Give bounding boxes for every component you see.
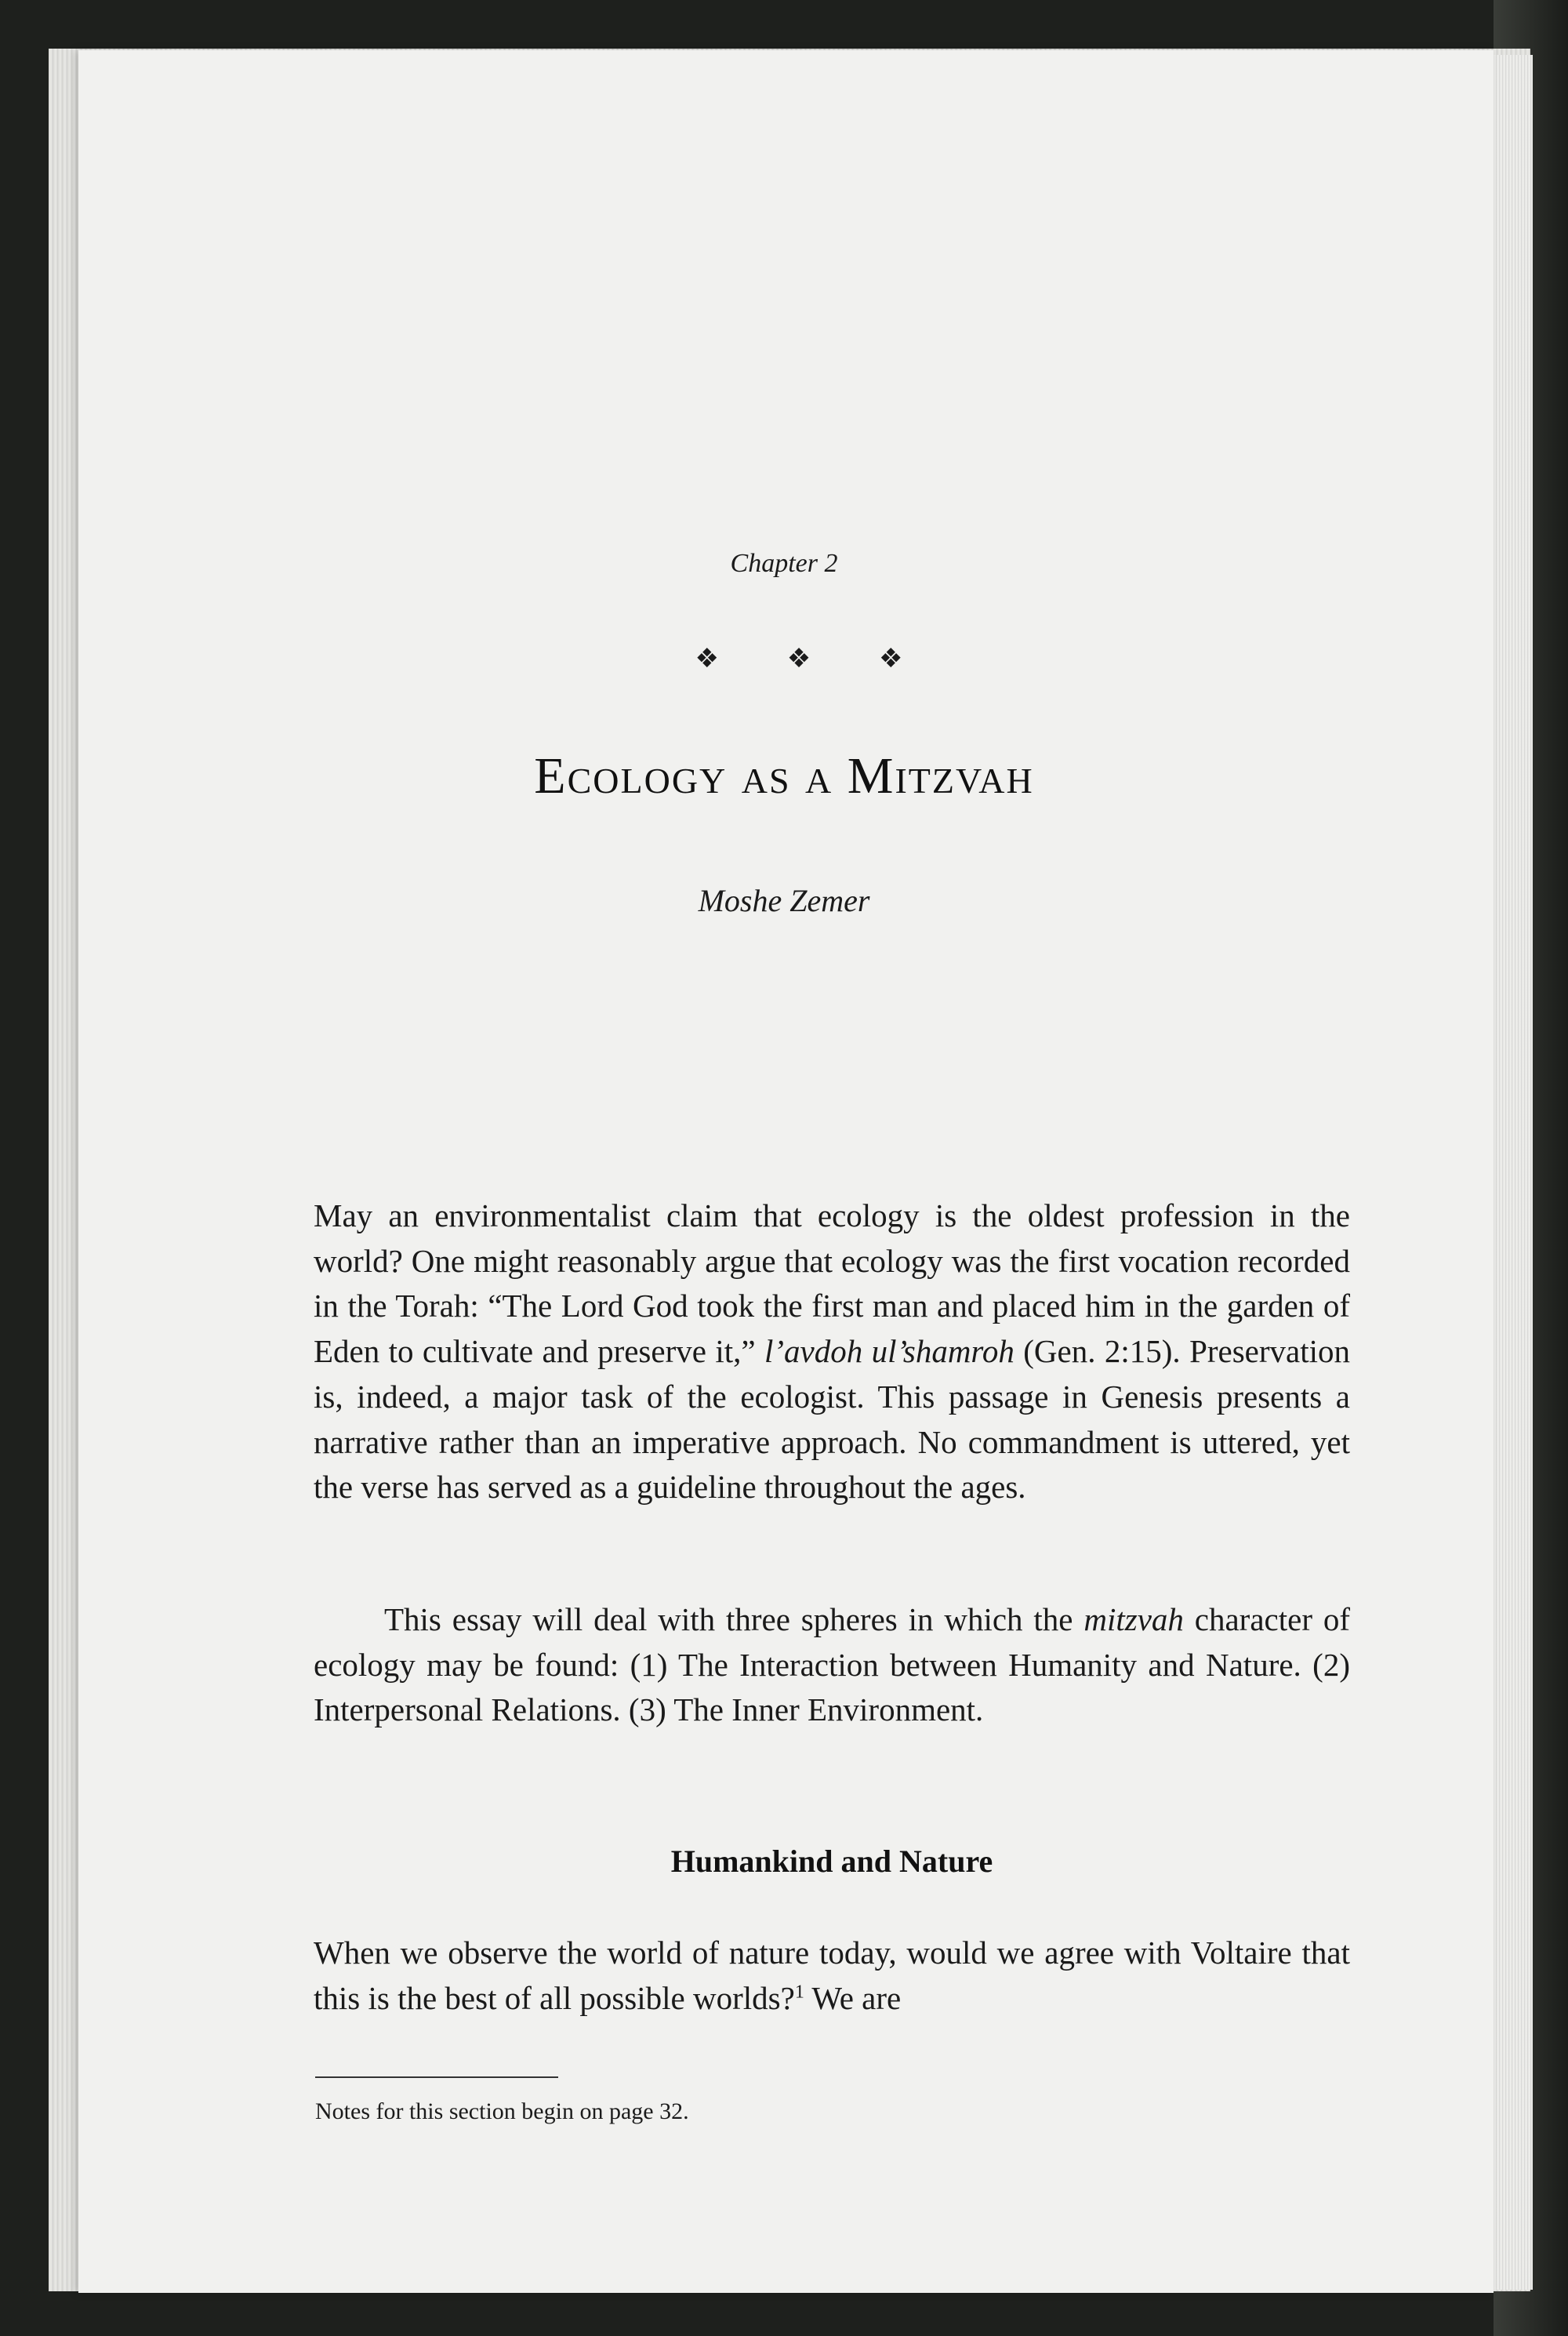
footnote-text: Notes for this section begin on page 32. xyxy=(315,2098,689,2124)
chapter-label: Chapter 2 xyxy=(730,549,838,578)
ornament-divider: ❖ ❖ ❖ xyxy=(695,643,933,674)
footnote-rule xyxy=(315,2076,558,2078)
paragraph-nature-text-2: We are xyxy=(804,1979,902,2016)
paragraph-intro xyxy=(314,1193,1350,1510)
paragraph-scope-text-2: character of ecology may be found: (1) The Interaction between Humanity and Nature. (2) Interpersonal Relations. (3) The Inner Environment. xyxy=(314,1601,1350,1728)
section-heading: Humankind and Nature xyxy=(670,1844,993,1879)
article-title: Ecology as a Mitzvah xyxy=(534,747,1034,805)
paragraph-nature-text-1: When we observe the world of nature today, would we agree with Voltaire that this is the best of all possible worlds? xyxy=(314,1935,1350,2016)
paragraph-scope xyxy=(314,1597,1350,1733)
article-author: Moshe Zemer xyxy=(698,883,870,918)
mitzvah-term: mitzvah xyxy=(1083,1601,1184,1637)
footnote-reference[interactable]: 1 xyxy=(794,1982,804,2003)
page-right-edge xyxy=(1494,55,1533,2290)
paragraph-nature xyxy=(314,1931,1350,2021)
hebrew-phrase: l’avdoh ul’shamroh xyxy=(764,1333,1014,1370)
paragraph-intro-text-2: (Gen. 2:15). Preservation is, indeed, a major task of the ecologist. This passage in Genesis presents a narrative rather than an imperative approach. No commandment is uttered, yet the verse has served as a guideline throughout the ages. xyxy=(314,1333,1351,1506)
paragraph-intro-text-1: May an environmentalist claim that ecology is the oldest profession in the world? One might reasonably argue that ecology was the first vocation recorded in the Torah: “The Lord God took the first man and placed him in the garden of Eden to cultivate and preserve it,” xyxy=(314,1197,1350,1370)
paragraph-scope-text-1: This essay will deal with three spheres in which the xyxy=(384,1601,1084,1637)
